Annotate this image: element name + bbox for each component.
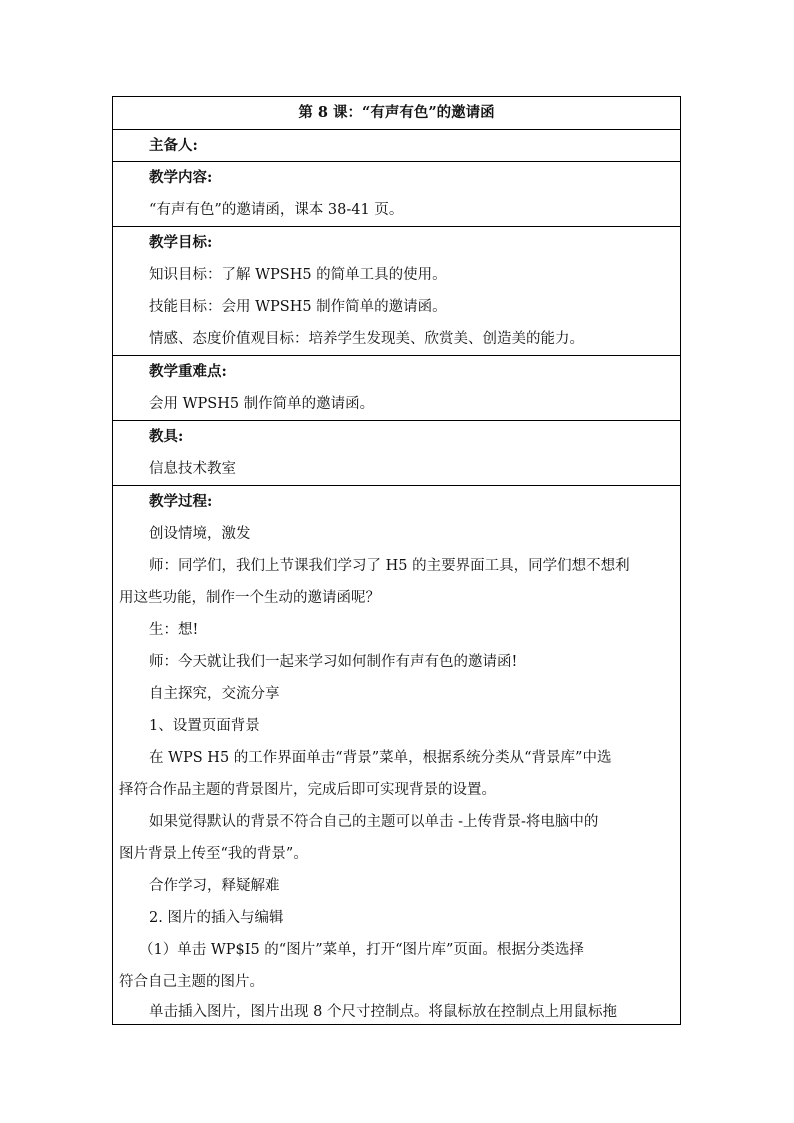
- title-row: [113, 97, 681, 130]
- content-text: “有声有色”的邀请函，课本 38-41 页。: [149, 202, 404, 218]
- key-points-cell: [113, 356, 681, 421]
- tools-text: 信息技术教室: [149, 461, 236, 477]
- objective-attitude: 情感、态度价值观目标：培养学生发现美、欣赏美、创造美的能力。: [149, 331, 584, 347]
- preparer-row: [113, 130, 681, 162]
- process-line: 2. 图片的插入与编辑: [149, 910, 284, 926]
- process-line: 合作学习，释疑解难: [149, 878, 280, 894]
- process-line: 创设情境，激发: [149, 526, 251, 542]
- process-line: 生：想!: [149, 622, 199, 638]
- process-line: 符合自己主题的图片。: [119, 974, 264, 990]
- process-line: 1、设置页面背景: [149, 718, 260, 734]
- lesson-plan-table: [112, 96, 681, 1025]
- objective-knowledge: 知识目标：了解 WPSH5 的简单工具的使用。: [149, 267, 447, 283]
- process-line: 择符合作品主题的背景图片，完成后即可实现背景的设置。: [119, 782, 496, 798]
- process-line: 单击插入图片，图片出现 8 个尺寸控制点。将鼠标放在控制点上用鼠标拖: [149, 1004, 617, 1020]
- process-line: 师：同学们，我们上节课我们学习了 H5 的主要界面工具，同学们想不想利: [149, 558, 630, 574]
- key-points-heading: 教学重难点:: [149, 363, 227, 380]
- content-row: [113, 162, 681, 227]
- process-row: [113, 486, 681, 1025]
- key-points-row: [113, 356, 681, 421]
- process-line: 用这些功能，制作一个生动的邀请函呢？: [119, 590, 380, 606]
- objectives-heading: 教学目标:: [149, 234, 213, 251]
- tools-cell: [113, 421, 681, 486]
- content-cell: [113, 162, 681, 227]
- content-heading: 教学内容:: [149, 169, 213, 186]
- process-line: 如果觉得默认的背景不符合自己的主题可以单击 -上传背景-将电脑中的: [149, 814, 599, 830]
- title-cell: [113, 97, 681, 130]
- process-line: 自主探究，交流分享: [149, 686, 280, 702]
- process-line: 在 WPS H5 的工作界面单击“背景”菜单，根据系统分类从“背景库”中选: [149, 750, 612, 766]
- process-line: 图片背景上传至“我的背景”。: [119, 846, 308, 862]
- objectives-row: [113, 227, 681, 356]
- tools-heading: 教具:: [149, 428, 184, 445]
- key-points-text: 会用 WPSH5 制作简单的邀请函。: [149, 396, 375, 412]
- objectives-cell: [113, 227, 681, 356]
- process-cell: [113, 486, 681, 1025]
- preparer-label: 主备人:: [149, 137, 198, 154]
- process-line: （1）单击 WP$I5 的“图片”菜单，打开“图片库”页面。根据分类选择: [139, 942, 584, 958]
- tools-row: [113, 421, 681, 486]
- lesson-title: 第 8 课：“有声有色”的邀请函: [298, 104, 495, 121]
- process-heading: 教学过程:: [149, 493, 213, 510]
- preparer-cell: [113, 130, 681, 162]
- process-line: 师：今天就让我们一起来学习如何制作有声有色的邀请函!: [149, 654, 518, 670]
- objective-skill: 技能目标：会用 WPSH5 制作简单的邀请函。: [149, 299, 447, 315]
